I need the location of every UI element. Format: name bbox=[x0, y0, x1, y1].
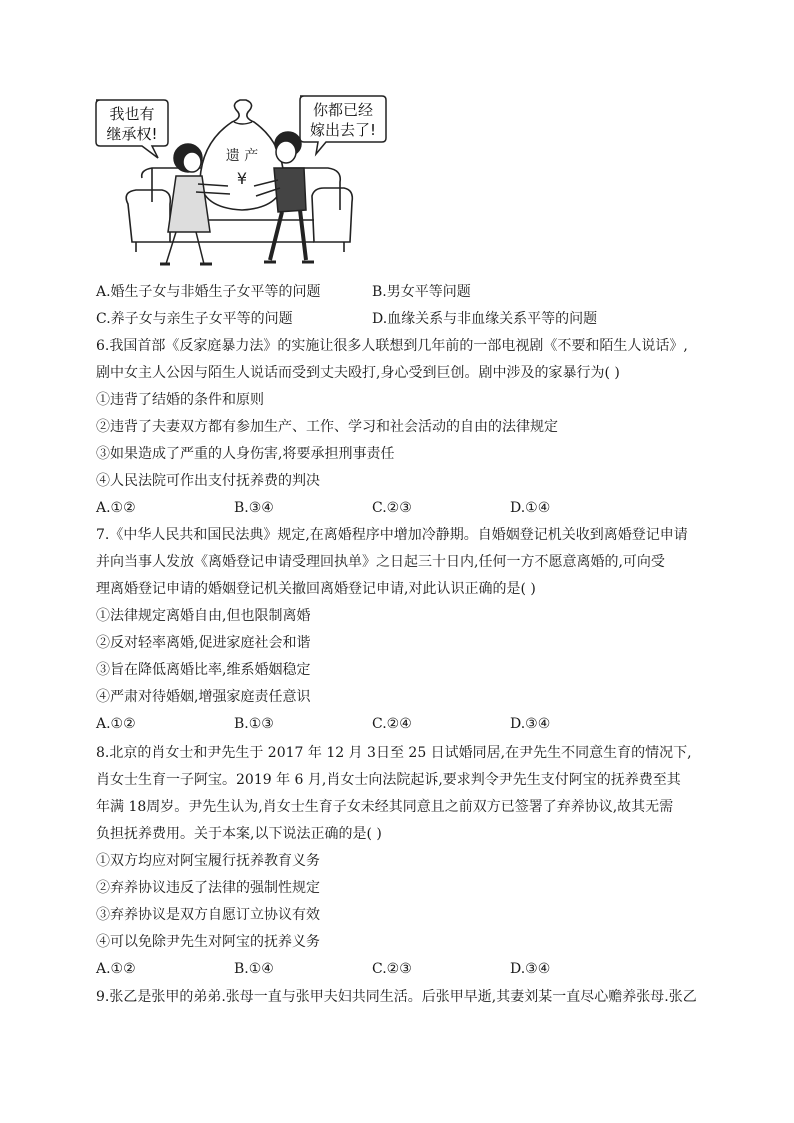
q7-stem-line-3: 理离婚登记申请的婚姻登记机关撤回离婚登记申请,对此认识正确的是( ) bbox=[96, 581, 536, 597]
q7-option-a[interactable]: A.①② bbox=[96, 716, 136, 732]
left-bubble-line-2: 继承权! bbox=[106, 125, 158, 143]
q6-item-3: ③如果造成了严重的人身伤害,将要承担刑事责任 bbox=[96, 446, 395, 462]
q8-option-c[interactable]: C.②③ bbox=[372, 961, 412, 977]
inheritance-cartoon bbox=[92, 92, 392, 270]
q8-item-3: ③弃养协议是双方自愿订立协议有效 bbox=[96, 907, 320, 923]
q7-option-b[interactable]: B.①③ bbox=[234, 716, 274, 732]
q7-options bbox=[96, 714, 716, 734]
right-bubble-line-1: 你都已经 bbox=[312, 101, 374, 119]
q6-option-d[interactable]: D.①④ bbox=[510, 500, 551, 516]
q7-item-1: ①法律规定离婚自由,但也限制离婚 bbox=[96, 608, 311, 624]
q6-item-2: ②违背了夫妻双方都有参加生产、工作、学习和社会活动的自由的法律规定 bbox=[96, 419, 558, 435]
q7-item-3: ③旨在降低离婚比率,维系婚姻稳定 bbox=[96, 662, 311, 678]
q7-stem-line-2: 并向当事人发放《离婚登记申请受理回执单》之日起三十日内,任何一方不愿意离婚的,可向受 bbox=[96, 554, 665, 570]
q8-item-1: ①双方均应对阿宝履行抚养教育义务 bbox=[96, 853, 320, 869]
q6-stem-line-2: 剧中女主人公因与陌生人说话而受到丈夫殴打,身心受到巨创。剧中涉及的家暴行为( ) bbox=[96, 365, 620, 381]
q8-item-4: ④可以免除尹先生对阿宝的抚养义务 bbox=[96, 934, 320, 950]
right-bubble-line-2: 嫁出去了! bbox=[309, 121, 377, 139]
q9-stem-line-1: 9.张乙是张甲的弟弟.张母一直与张甲夫妇共同生活。后张甲早逝,其妻刘某一直尽心赡养张母.张乙 bbox=[96, 989, 697, 1005]
q7-stem-line-1: 7.《中华人民共和国民法典》规定,在离婚程序中增加冷静期。自婚姻登记机关收到离婚登记申请 bbox=[96, 527, 688, 543]
q6-stem-line-1: 6.我国首部《反家庭暴力法》的实施让很多人联想到几年前的一部电视剧《不要和陌生人说话》, bbox=[96, 338, 688, 354]
q7-option-d[interactable]: D.③④ bbox=[510, 716, 551, 732]
q8-option-d[interactable]: D.③④ bbox=[510, 961, 551, 977]
q8-stem-line-2: 肖女士生育一子阿宝。2019 年 6 月,肖女士向法院起诉,要求判令尹先生支付阿宝的抚养费至其 bbox=[96, 772, 681, 788]
q5-option-d[interactable]: D.血缘关系与非血缘关系平等的问题 bbox=[372, 311, 598, 327]
q8-option-a[interactable]: A.①② bbox=[96, 961, 136, 977]
q5-options-row-1 bbox=[96, 282, 716, 302]
q6-option-c[interactable]: C.②③ bbox=[372, 500, 412, 516]
q6-item-1: ①违背了结婚的条件和原则 bbox=[96, 392, 264, 408]
q8-stem-line-4: 负担抚养费用。关于本案,以下说法正确的是( ) bbox=[96, 826, 382, 842]
q5-option-a[interactable]: A.婚生子女与非婚生子女平等的问题 bbox=[96, 284, 321, 300]
q6-option-b[interactable]: B.③④ bbox=[234, 500, 274, 516]
q5-options-row-2 bbox=[96, 309, 716, 329]
q7-option-c[interactable]: C.②④ bbox=[372, 716, 412, 732]
q5-option-c[interactable]: C.养子女与亲生子女平等的问题 bbox=[96, 311, 293, 327]
q8-item-2: ②弃养协议违反了法律的强制性规定 bbox=[96, 880, 320, 896]
q8-stem-line-1: 8.北京的肖女士和尹先生于 2017 年 12 月 3日至 25 日试婚同居,在尹先生不同意生育的情况下, bbox=[96, 745, 692, 761]
q6-option-a[interactable]: A.①② bbox=[96, 500, 136, 516]
q8-stem-line-3: 年满 18周岁。尹先生认为,肖女士生育子女未经其同意且之前双方已签署了弃养协议,故其无需 bbox=[96, 799, 674, 815]
q6-options bbox=[96, 498, 716, 518]
q5-option-b[interactable]: B.男女平等问题 bbox=[372, 284, 471, 300]
q6-item-4: ④人民法院可作出支付抚养费的判决 bbox=[96, 473, 320, 489]
bag-label: 遗 产 bbox=[225, 148, 259, 164]
yuan-symbol: ¥ bbox=[236, 169, 248, 188]
right-speech-bubble bbox=[300, 96, 386, 154]
q7-item-2: ②反对轻率离婚,促进家庭社会和谐 bbox=[96, 635, 311, 651]
left-bubble-line-1: 我也有 bbox=[109, 105, 155, 123]
q8-options bbox=[96, 959, 716, 979]
q8-option-b[interactable]: B.①④ bbox=[234, 961, 274, 977]
left-speech-bubble bbox=[96, 100, 168, 158]
q7-item-4: ④严肃对待婚姻,增强家庭责任意识 bbox=[96, 689, 311, 705]
